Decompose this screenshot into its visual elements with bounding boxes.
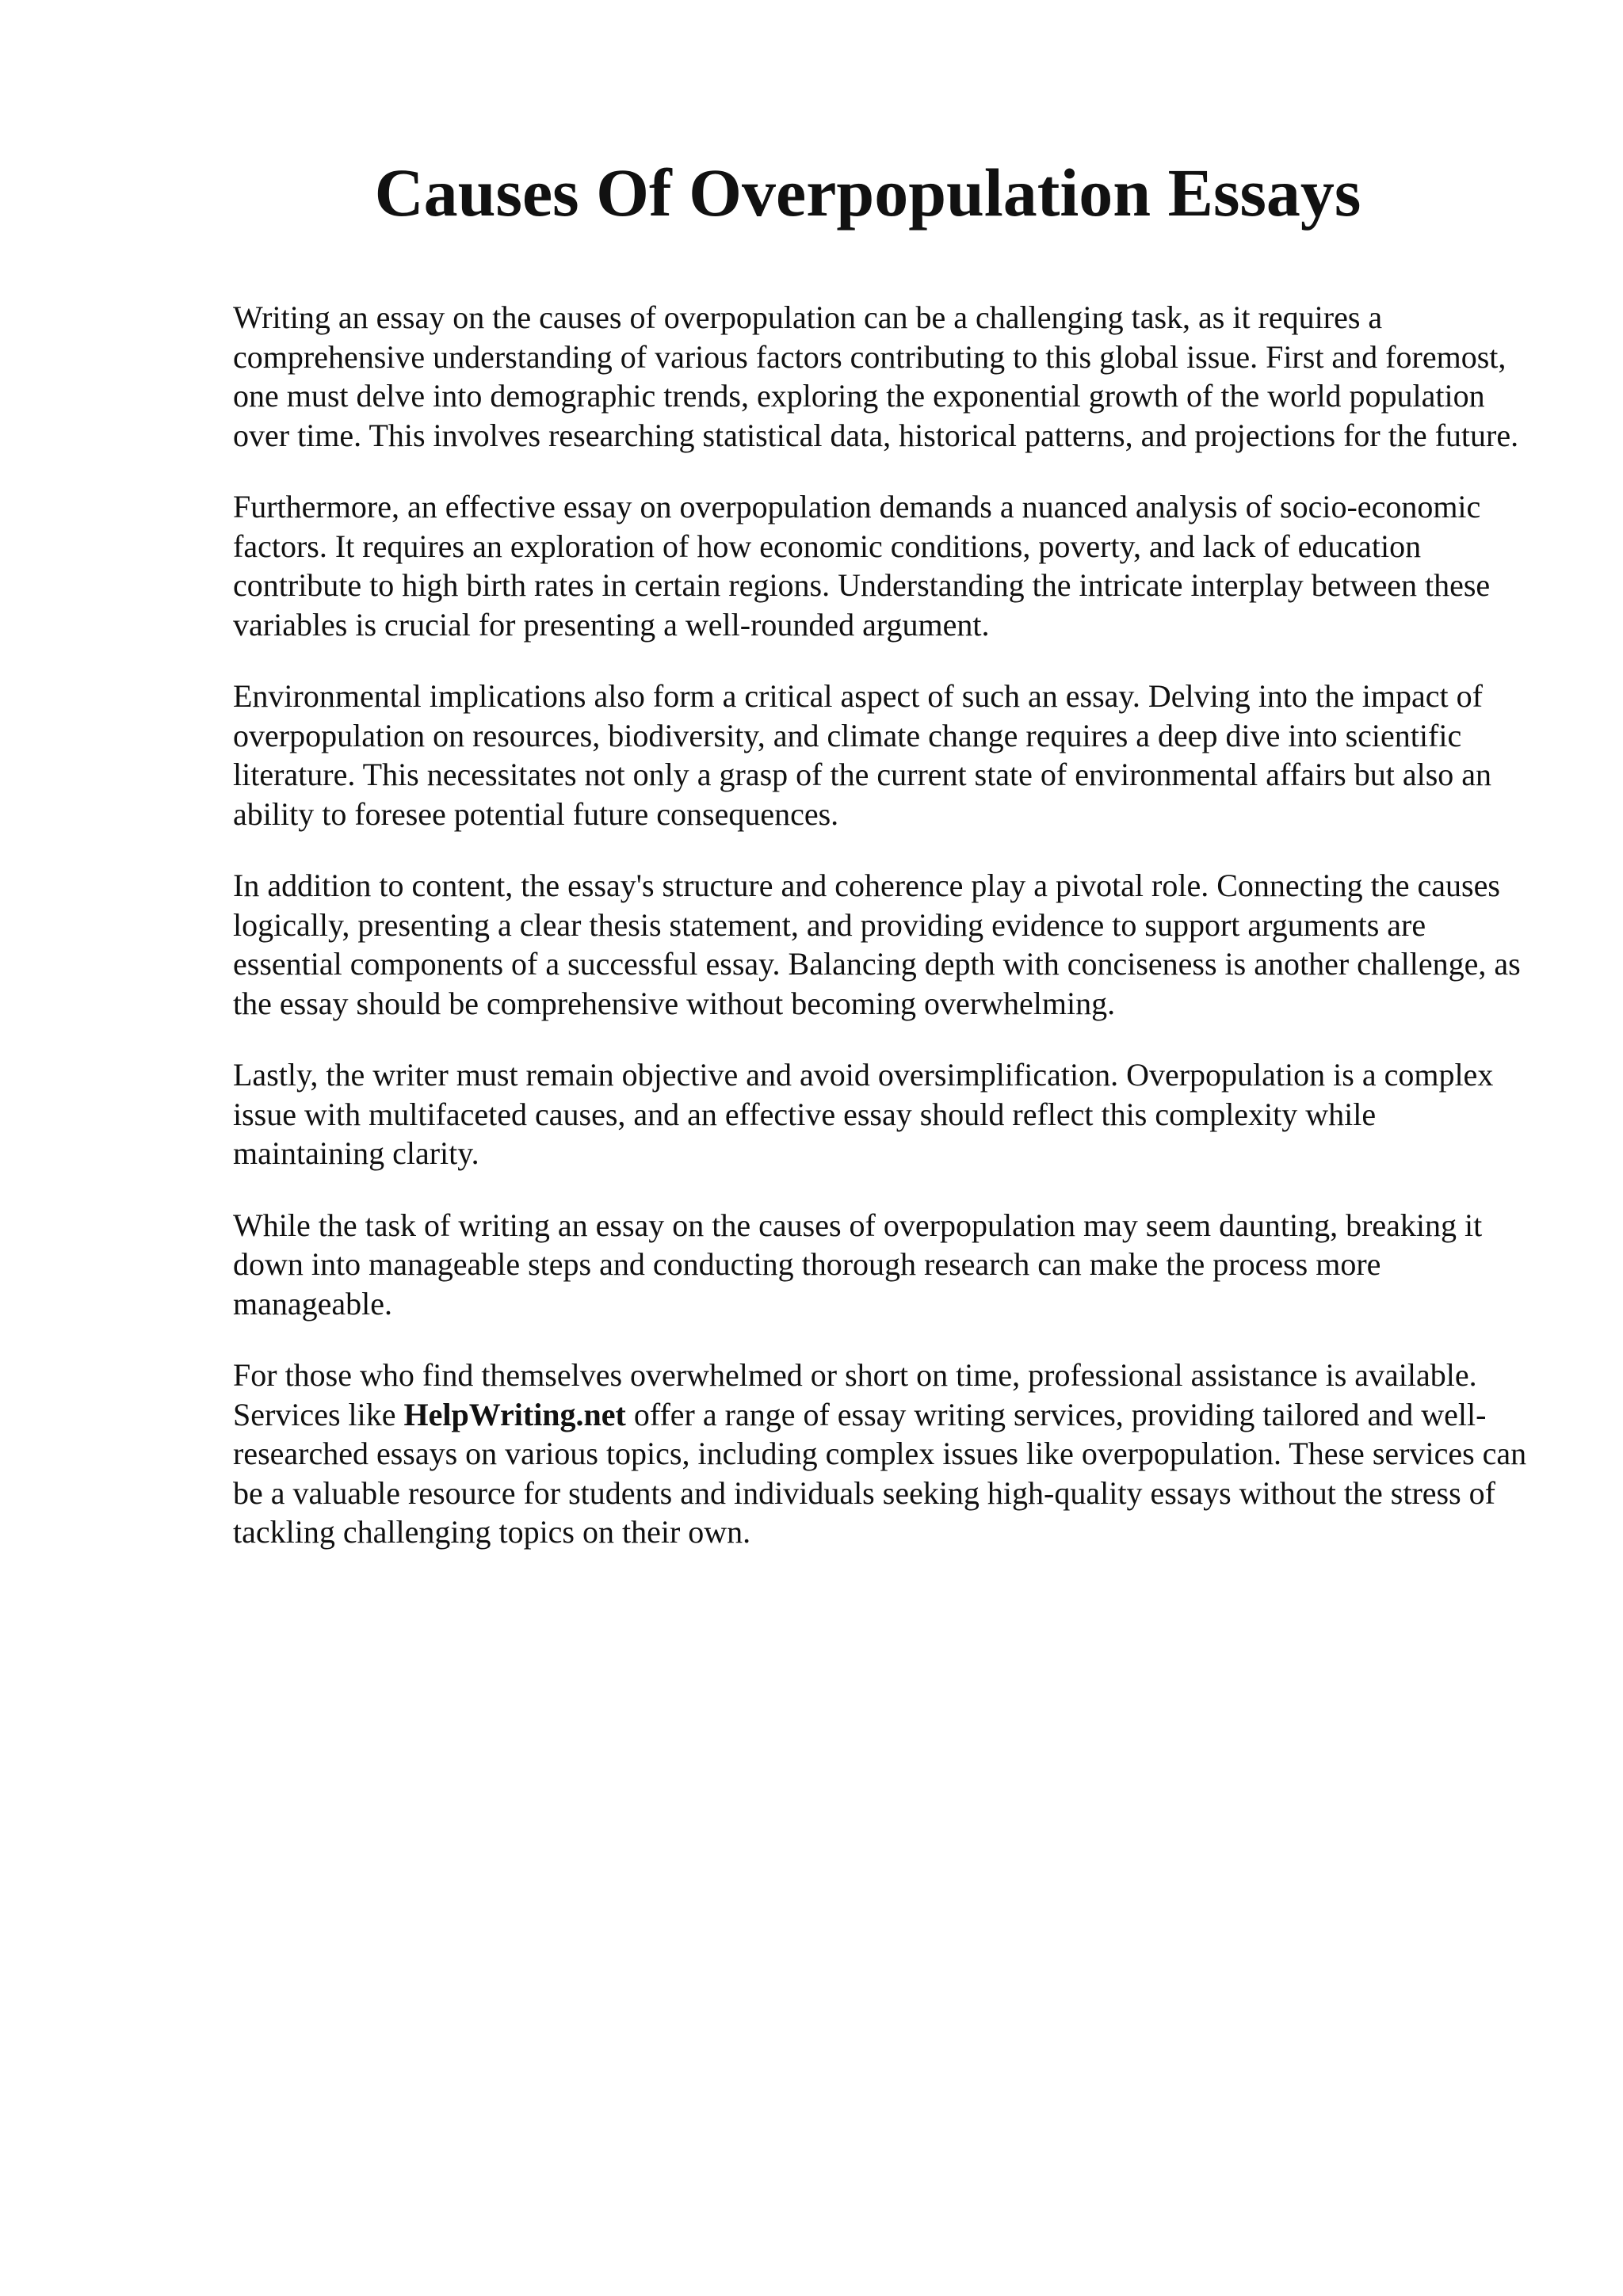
paragraph-7-intro: For those who find themselves overwhelmed or short on time, professional assistance is available. Services like [233,1357,1477,1432]
paragraph-3: Environmental implications also form a critical aspect of such an essay. Delving into the impact of overpopulation on resources, biodiversity, and climate change requires a deep dive into scientific literature. This necessitates not only a grasp of the current state of environmental affairs but also an ability to foresee potential future consequences. [233,678,1492,832]
paragraph-7-rest: offer a range of essay writing services, providing tailored and well-researched essays on various topics, including complex issues like overpopulation. These services can be a valuable resource for students and individuals seeking high-quality essays without the stress of tackling challenging topics on their own. [233,1396,1527,1550]
essay-body [233,298,1533,1585]
paragraph-7 [233,1356,1533,1552]
paragraph-5: Lastly, the writer must remain objective and avoid oversimplification. Overpopulation is a complex issue with multifaceted causes, and an effective essay should reflect this complexity while maintaining clarity. [233,1057,1494,1171]
paragraph-4: In addition to content, the essay's structure and coherence play a pivotal role. Connecting the causes logically, presenting a clear thesis statement, and providing evidence to support arguments are essential components of a successful essay. Balancing depth with conciseness is another challenge, as the essay should be comprehensive without becoming overwhelming. [233,868,1521,1021]
paragraph-2: Furthermore, an effective essay on overpopulation demands a nuanced analysis of socio-economic factors. It requires an exploration of how economic conditions, poverty, and lack of education contribute to high birth rates in certain regions. Understanding the intricate interplay between these variables is crucial for presenting a well-rounded argument. [233,489,1491,643]
brand-name: HelpWriting.net [403,1396,626,1432]
paragraph-6: While the task of writing an essay on the causes of overpopulation may seem daunting, breaking it down into manageable steps and conducting thorough research can make the process more manageable. [233,1207,1483,1322]
page-title: Causes Of Overpopulation Essays [374,154,1361,231]
paragraph-1: Writing an essay on the causes of overpopulation can be a challenging task, as it requires a comprehensive understanding of various factors contributing to this global issue. First and foremost, one must delve into demographic trends, exploring the exponential growth of the world population over time. This involves researching statistical data, historical patterns, and projections for the future. [233,299,1519,453]
